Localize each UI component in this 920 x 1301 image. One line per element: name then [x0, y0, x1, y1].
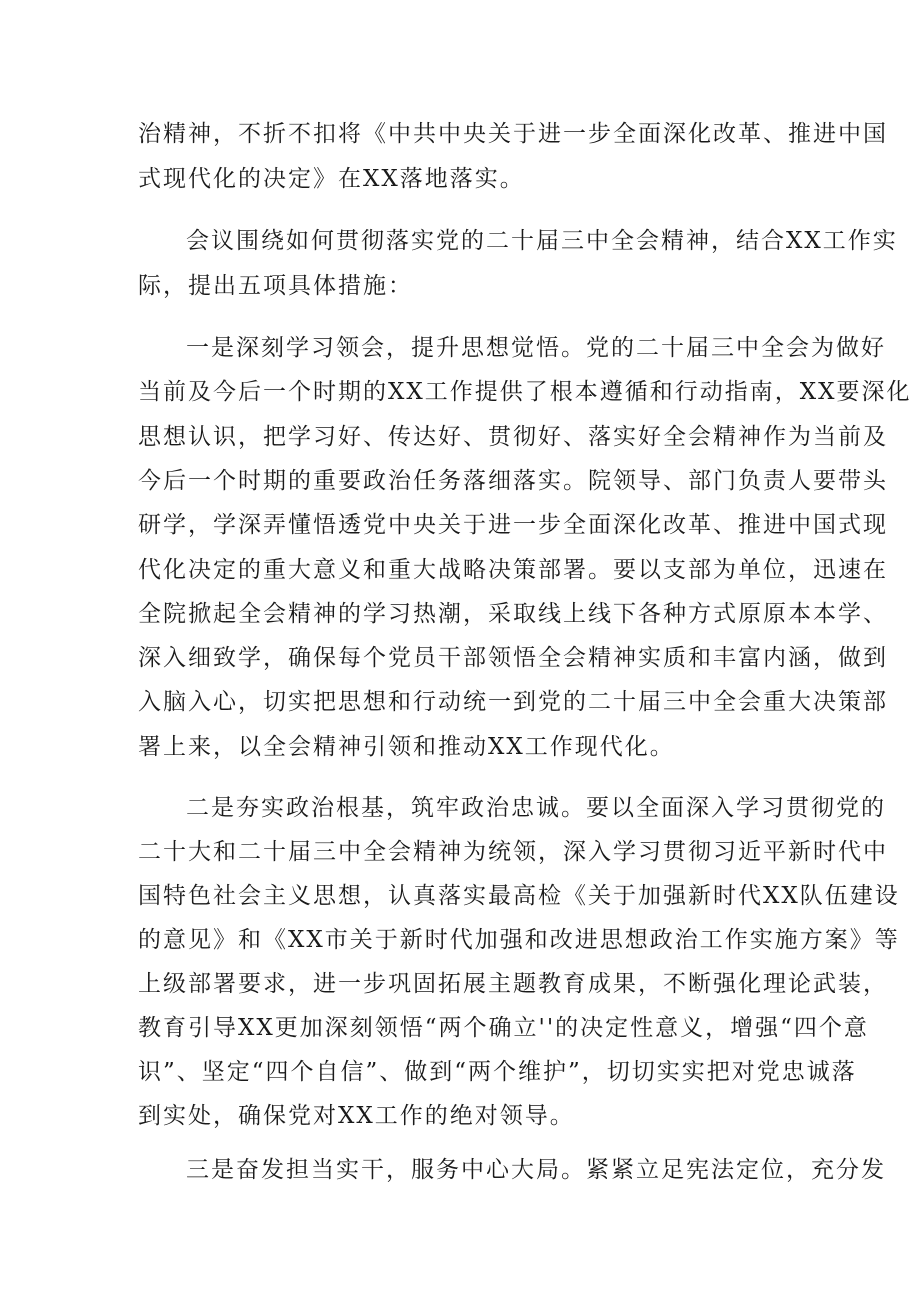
- paragraph-line: 治精神，不折不扣将《中共中央关于进一步全面深化改革、推进中国: [138, 121, 888, 147]
- paragraph-line: 际，提出五项具体措施：: [138, 273, 413, 299]
- paragraph-line: 思想认识，把学习好、传达好、贯彻好、落实好全会精神作为当前及: [138, 424, 888, 450]
- paragraph-line: 研学，学深弄懂悟透党中央关于进一步全面深化改革、推进中国式现: [138, 512, 888, 538]
- paragraph-line: 代化决定的重大意义和重大战略决策部署。要以支部为单位，迅速在: [138, 557, 888, 583]
- paragraph-line: 国特色社会主义思想，认真落实最高检《关于加强新时代XX队伍建设: [138, 883, 900, 909]
- paragraph-line: 今后一个时期的重要政治任务落细落实。院领导、部门负责人要带头: [138, 468, 888, 494]
- paragraph-line: 上级部署要求，进一步巩固拓展主题教育成果，不断强化理论武装，: [138, 971, 888, 997]
- paragraph-line: 的意见》和《XX市关于新时代加强和改进思想政治工作实施方案》等: [138, 927, 900, 953]
- paragraph-line: 式现代化的决定》在XX落地落实。: [138, 166, 525, 192]
- paragraph-line: 全院掀起全会精神的学习热潮，采取线上线下各种方式原原本本学、: [138, 601, 888, 627]
- paragraph-line: 到实处，确保党对XX工作的绝对领导。: [138, 1103, 575, 1129]
- paragraph-line: 二十大和二十届三中全会精神为统领，深入学习贯彻习近平新时代中: [138, 839, 888, 865]
- paragraph-line: 入脑入心，切实把思想和行动统一到党的二十届三中全会重大决策部: [138, 689, 888, 715]
- paragraph-line: 署上来，以全会精神引领和推动XX工作现代化。: [138, 734, 675, 760]
- paragraph-line: 深入细致学，确保每个党员干部领悟全会精神实质和丰富内涵，做到: [138, 645, 888, 671]
- paragraph-line: 三是奋发担当实干，服务中心大局。紧紧立足宪法定位，充分发: [186, 1157, 886, 1183]
- paragraph-line: 当前及今后一个时期的XX工作提供了根本遵循和行动指南，XX要深化: [138, 379, 912, 405]
- paragraph-line: 二是夯实政治根基，筑牢政治忠诚。要以全面深入学习贯彻党的: [186, 795, 886, 821]
- paragraph-line: 一是深刻学习领会，提升思想觉悟。党的二十届三中全会为做好: [186, 335, 886, 361]
- paragraph-line: 会议围绕如何贯彻落实党的二十届三中全会精神，结合XX工作实: [186, 228, 898, 254]
- paragraph-line: 识”、坚定“四个自信”、做到“两个维护”，切切实实把对党忠诚落: [138, 1059, 857, 1085]
- paragraph-line: 教育引导XX更加深刻领悟“两个确立''的决定性意义，增强“四个意: [138, 1015, 869, 1041]
